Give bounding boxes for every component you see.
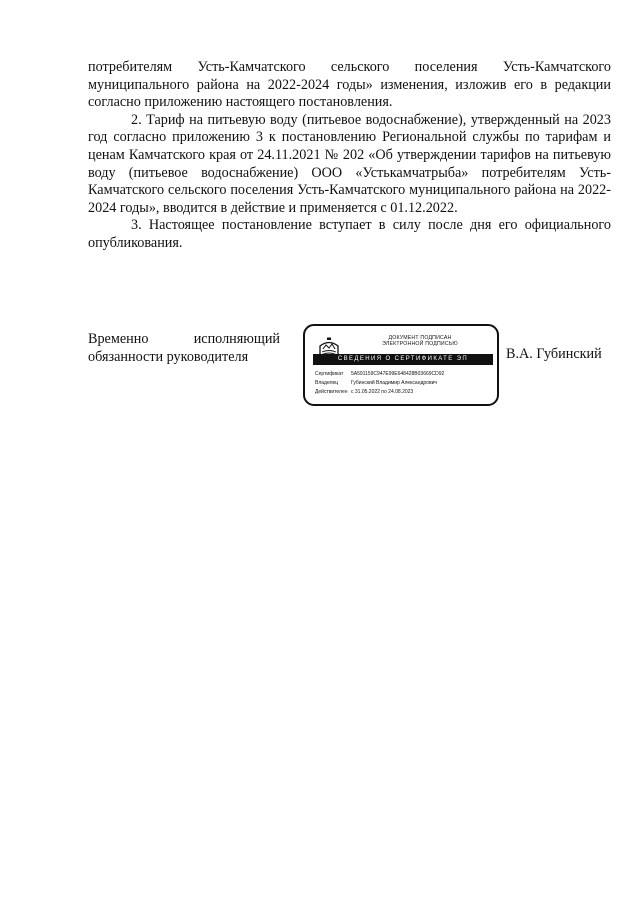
stamp-header-line2: ЭЛЕКТРОННОЙ ПОДПИСЬЮ [382, 341, 458, 348]
signer-role-word2: исполняющий [193, 331, 280, 347]
document-body [88, 59, 611, 253]
stamp-row-owner [315, 379, 495, 388]
stamp-row-label: Действителен [315, 388, 348, 395]
stamp-row-certificate [315, 370, 495, 379]
stamp-details [315, 370, 495, 396]
paragraph-continuation: потребителям Усть-Камчатского сельского поселения Усть-Камчатского муниципального района на 2022-2024 годы» изменения, изложив его в редакции согласно приложению настоящего постановления. [88, 59, 611, 111]
paragraph-effective: 3. Настоящее постановление вступает в силу после дня его официального опубликования. [88, 217, 611, 251]
stamp-header-line1: ДОКУМЕНТ ПОДПИСАН [388, 335, 452, 341]
signer-role-line2: обязанности руководителя [88, 348, 249, 365]
stamp-row-value: 5A591159C947E99E648428B03669CD92 [351, 371, 445, 377]
stamp-row-validity [315, 388, 495, 397]
stamp-row-value: Губинский Владимир Александрович [351, 379, 438, 386]
signer-role-word1: Временно [88, 331, 149, 347]
signer-role [88, 331, 280, 366]
stamp-row-value: с 31.05.2022 по 24.08.2023 [351, 388, 414, 395]
stamp-header [349, 335, 491, 348]
signer-name: В.А. Губинский [506, 346, 602, 362]
stamp-certificate-bar: СВЕДЕНИЯ О СЕРТИФИКАТЕ ЭП [313, 354, 493, 365]
paragraph-tariff: 2. Тариф на питьевую воду (питьевое водоснабжение), утвержденный на 2023 год согласно приложению 3 к постановлению Региональной службы по тарифам и ценам Камчатского края от 24.11.2021 № 202 «Об утверждении тарифов на питьевую воду (питьевое водоснабжение) ООО «Устькамчатрыба» потребителям Усть-Камчатского сельского поселения Усть-Камчатского муниципального района на 2022-2024 годы», вводится в действие и применяется с 01.12.2022. [88, 111, 611, 216]
electronic-signature-stamp [303, 324, 499, 406]
stamp-row-label: Сертификат [315, 371, 344, 377]
stamp-row-label: Владелец [315, 379, 339, 386]
